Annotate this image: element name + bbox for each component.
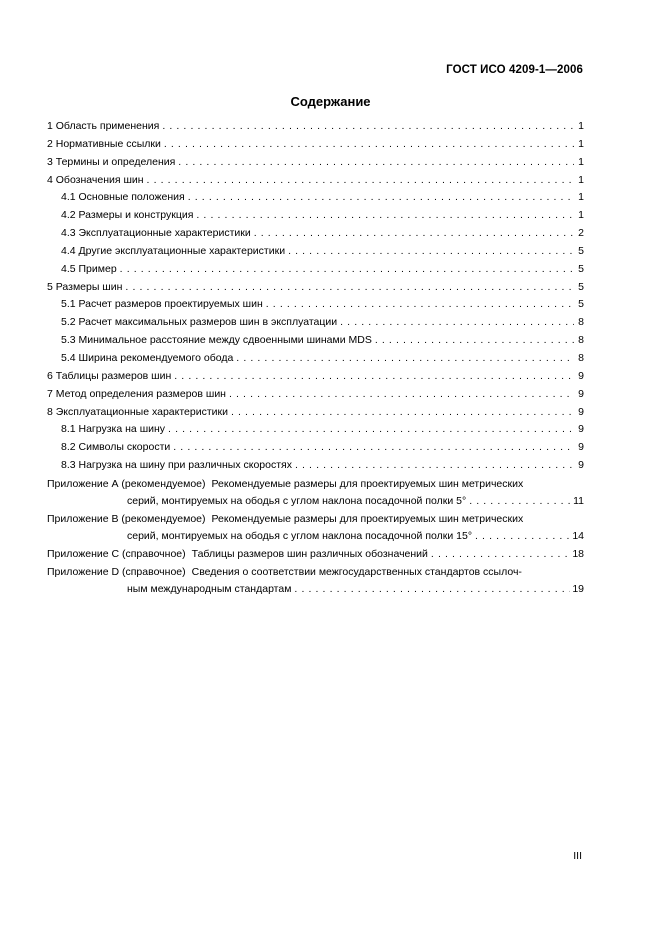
- toc-entry-title: 5.4 Ширина рекомендуемого обода: [61, 351, 234, 364]
- toc-entry-title: 3 Термины и определения: [47, 155, 176, 168]
- toc-entry-title: 1 Область применения: [47, 120, 160, 132]
- toc-entry[interactable]: [47, 388, 584, 406]
- appendix-title-line1: Рекомендуемые размеры для проектируемых шин метрических: [211, 477, 524, 490]
- leader-dots: [295, 459, 574, 471]
- toc-entry[interactable]: [47, 245, 584, 263]
- leader-dots: [162, 120, 574, 132]
- toc-entry[interactable]: [47, 263, 584, 281]
- toc-entry[interactable]: [47, 120, 584, 138]
- toc-entry[interactable]: [47, 138, 584, 156]
- toc-entry-page: 8: [578, 334, 584, 347]
- toc-entry-page: 8: [578, 351, 584, 364]
- toc-entry[interactable]: [47, 281, 584, 299]
- toc-entry-page: 9: [578, 423, 584, 436]
- toc-entry[interactable]: [47, 174, 584, 192]
- leader-dots: [236, 352, 574, 364]
- appendix-label: Приложение А (рекомендуемое): [47, 477, 206, 490]
- toc-entry-title: 8.3 Нагрузка на шину при различных скоростях: [61, 459, 292, 472]
- leader-dots: [469, 495, 571, 507]
- leader-dots: [164, 138, 574, 150]
- toc-entry-title: 4.3 Эксплуатационные характеристики: [61, 227, 251, 240]
- toc-entry-title: 6 Таблицы размеров шин: [47, 369, 172, 382]
- appendix-title-line1: Таблицы размеров шин различных обозначений: [191, 547, 428, 560]
- toc-appendix-b[interactable]: [47, 513, 584, 547]
- toc-entry-page: 1: [578, 155, 584, 168]
- toc-entry-page: 2: [578, 227, 584, 240]
- toc-entry-page: 5: [578, 262, 584, 275]
- toc-entry-page: 9: [578, 405, 584, 418]
- appendix-label: Приложение В (рекомендуемое): [47, 512, 206, 525]
- toc-entry[interactable]: [47, 156, 584, 174]
- appendix-title-line2: серий, монтируемых на ободья с углом наклона посадочной полки 5°: [127, 494, 467, 507]
- toc-appendix-d[interactable]: [47, 566, 584, 600]
- leader-dots: [196, 209, 574, 221]
- appendix-title-line1: Сведения о соответствии межгосударственных стандартов ссылоч-: [191, 565, 522, 578]
- toc-entry[interactable]: [47, 191, 584, 209]
- toc-entry-page: 1: [578, 173, 584, 186]
- leader-dots: [120, 263, 574, 275]
- leader-dots: [288, 245, 574, 257]
- toc-entry-title: 2 Нормативные ссылки: [47, 137, 161, 150]
- leader-dots: [229, 388, 574, 400]
- toc-entry-title: 4.2 Размеры и конструкция: [61, 209, 194, 222]
- toc-entry[interactable]: [47, 370, 584, 388]
- toc-entry[interactable]: [47, 352, 584, 370]
- leader-dots: [375, 334, 574, 346]
- toc-entry[interactable]: [47, 423, 584, 441]
- toc-entry-title: 7 Метод определения размеров шин: [47, 387, 226, 400]
- toc-entry-page: 8: [578, 316, 584, 329]
- toc-entry-page: 9: [578, 441, 584, 454]
- toc-appendix-a[interactable]: [47, 478, 584, 512]
- appendix-title-line2: ным международным стандартам: [127, 582, 292, 595]
- appendix-page: 11: [573, 494, 584, 507]
- leader-dots: [174, 370, 574, 382]
- appendix-label: Приложение D (справочное): [47, 565, 186, 578]
- leader-dots: [147, 174, 574, 186]
- leader-dots: [178, 156, 574, 168]
- toc-entry[interactable]: [47, 334, 584, 352]
- toc-entry[interactable]: [47, 227, 584, 245]
- leader-dots: [125, 281, 574, 293]
- toc-entry-title: 4.4 Другие эксплуатационные характеристики: [61, 244, 286, 257]
- toc-entries: [47, 120, 584, 477]
- table-of-contents: [47, 120, 584, 600]
- toc-entry-page: 1: [578, 120, 584, 132]
- toc-entry-page: 1: [578, 137, 584, 150]
- leader-dots: [254, 227, 574, 239]
- toc-entry-page: 1: [578, 209, 584, 222]
- toc-entry-page: 5: [578, 244, 584, 257]
- leader-dots: [340, 316, 574, 328]
- appendix-page: 18: [572, 547, 584, 560]
- appendix-title-line1: Рекомендуемые размеры для проектируемых шин метрических: [211, 512, 524, 525]
- page-title: Содержание: [290, 94, 371, 109]
- toc-entry[interactable]: [47, 316, 584, 334]
- toc-entry-page: 9: [578, 459, 584, 472]
- toc-entry[interactable]: [47, 209, 584, 227]
- toc-entry-page: 1: [578, 191, 584, 204]
- appendix-title-line2: серий, монтируемых на ободья с углом наклона посадочной полки 15°: [127, 529, 473, 542]
- toc-entry[interactable]: [47, 406, 584, 424]
- toc-entry-title: 4.5 Пример: [61, 262, 117, 275]
- leader-dots: [173, 441, 574, 453]
- toc-entry-title: 8.2 Символы скорости: [61, 441, 171, 454]
- toc-entry-title: 8.1 Нагрузка на шину: [61, 423, 166, 436]
- toc-entry[interactable]: [47, 441, 584, 459]
- leader-dots: [475, 530, 570, 542]
- appendix-page: 19: [572, 582, 584, 595]
- toc-entry-title: 5 Размеры шин: [47, 280, 123, 293]
- toc-entry-title: 5.3 Минимальное расстояние между сдвоенными шинами MDS: [61, 334, 372, 347]
- toc-entry-title: 4 Обозначения шин: [47, 173, 144, 186]
- leader-dots: [266, 298, 574, 310]
- toc-entry-page: 9: [578, 387, 584, 400]
- toc-entry[interactable]: [47, 459, 584, 477]
- toc-entry[interactable]: [47, 298, 584, 316]
- toc-entry-title: 5.2 Расчет максимальных размеров шин в эксплуатации: [61, 316, 338, 329]
- toc-entry-title: 8 Эксплуатационные характеристики: [47, 405, 228, 418]
- toc-appendix-c[interactable]: [47, 548, 584, 565]
- toc-entry-page: 5: [578, 298, 584, 311]
- toc-entry-title: 4.1 Основные положения: [61, 191, 185, 204]
- leader-dots: [168, 423, 574, 435]
- leader-dots: [231, 406, 574, 418]
- leader-dots: [431, 548, 570, 560]
- leader-dots: [294, 583, 570, 595]
- toc-entry-page: 5: [578, 280, 584, 293]
- appendix-label: Приложение С (справочное): [47, 547, 186, 560]
- toc-entry-page: 9: [578, 369, 584, 382]
- appendix-page: 14: [572, 529, 584, 542]
- page-number: III: [573, 850, 582, 862]
- document-code: ГОСТ ИСО 4209-1—2006: [446, 64, 583, 76]
- toc-entry-title: 5.1 Расчет размеров проектируемых шин: [61, 298, 263, 311]
- leader-dots: [188, 191, 574, 203]
